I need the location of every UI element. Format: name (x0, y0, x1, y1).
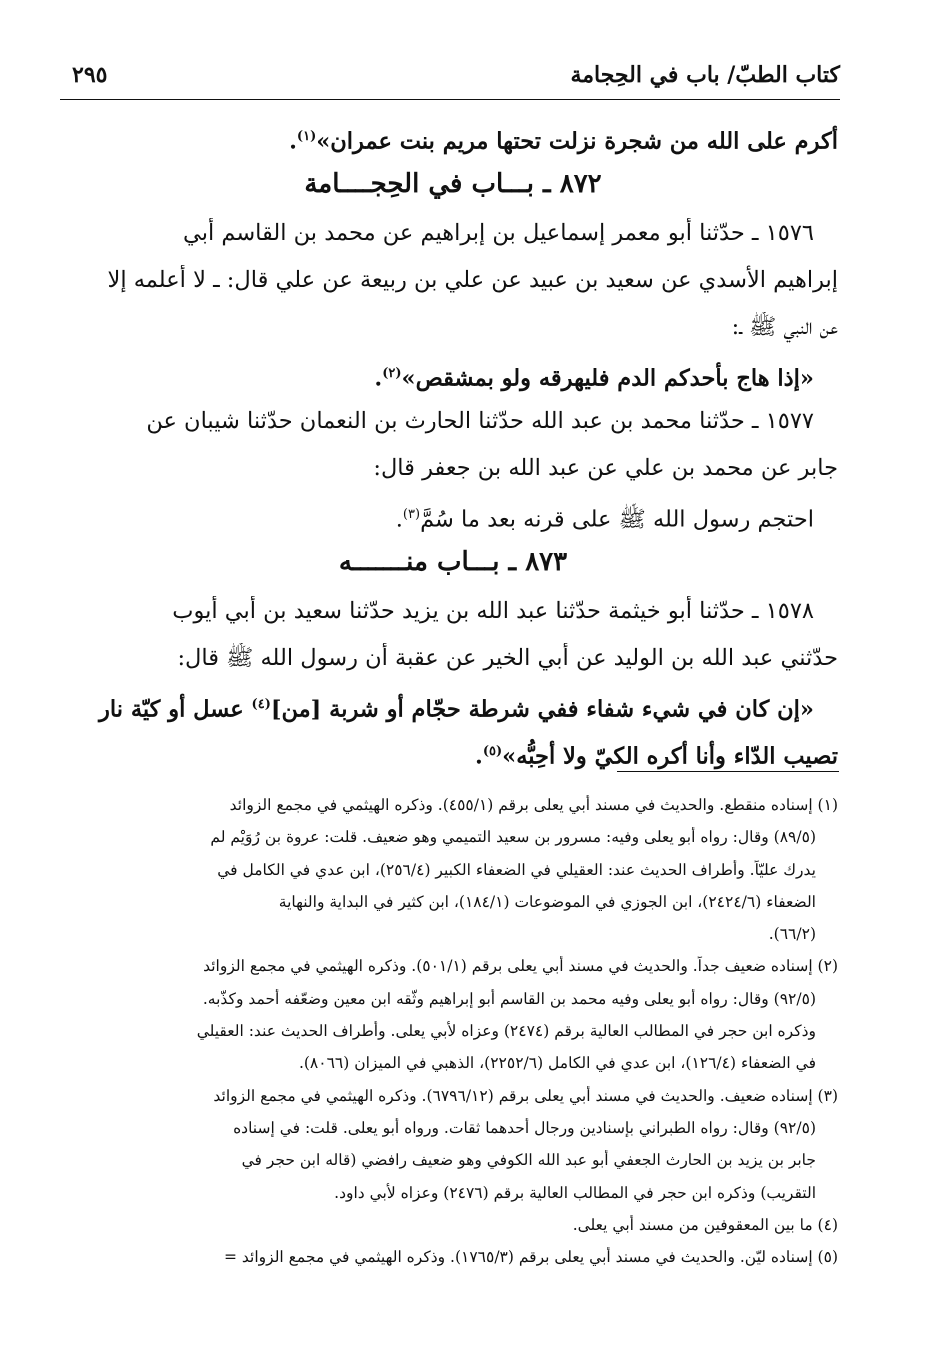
footnote-line: (٢) إسناده ضعيف جداً. والحديث في مسند أبي يعلى برقم (٥٠١/١). وذكره الهيثمي في مجمع الزوائد (203, 957, 838, 976)
header-rule (60, 99, 840, 100)
footnote-line: (١) إسناده منقطع. والحديث في مسند أبي يعلى برقم (٤٥٥/١). وذكره الهيثمي في مجمع الزوائد (229, 796, 838, 814)
footnote-line: (٨٩/٥) وقال: رواه أبو يعلى وفيه: مسرور بن سعيد التميمي وهو ضعيف. قلت: عروة بن رُوَيْم لم (210, 828, 816, 847)
footnote-ref: (١) (296, 129, 317, 144)
footnote-line: في الضعفاء (١٢٦/٤)، ابن عدي في الكامل (٢٢٥٢/٦)، الذهبي في الميزان (٨٠٦٦). (298, 1054, 816, 1073)
text-line: عن النبي ﷺ ـ: (731, 314, 838, 340)
chapter-heading: ٨٧٣ ـ بـــاب منـــــــه (338, 547, 568, 577)
hadith-text-line: «إن كان في شيء شفاء ففي شرطة حجّام أو شربة [من]$^{(٤)}$ عسل أو كيّة نار (99, 696, 814, 723)
footnote-ref: (٢) (382, 366, 402, 381)
text-line: ١٥٧٨ ـ حدّثنا أبو خيثمة حدّثنا عبد الله بن يزيد حدّثنا سعيد بن أبي أيوب (172, 598, 814, 624)
page-number: ٢٩٥ (72, 62, 108, 88)
footnote-line: التقريب) وذكره ابن حجر في المطالب العالية برقم (٢٤٧٦) وعزاه لأبي داود. (334, 1183, 816, 1202)
chapter-heading: ٨٧٢ ـ بـــاب في الحِجــــامة (304, 169, 602, 199)
text-line: ١٥٧٧ ـ حدّثنا محمد بن عبد الله حدّثنا الحارث بن النعمان حدّثنا شيبان عن (146, 408, 814, 434)
footnotes (68, 795, 838, 1279)
hadith-text-line: تصيب الدّاء وأنا أكره الكيّ ولا أحِبُّه»$^{(٥)}$. (474, 743, 838, 770)
text-line: ١٥٧٦ ـ حدّثنا أبو معمر إسماعيل بن إبراهيم عن محمد بن القاسم أبي (182, 220, 814, 246)
footnote-line: (٩٢/٥) وقال: رواه أبو يعلى وفيه محمد بن القاسم أبو إبراهيم وثّقه ابن معين وضعّفه أحمد وكذّبه. (202, 989, 816, 1008)
footnote-ref: (٣) (402, 507, 421, 522)
footnote-separator (617, 771, 839, 772)
footnote-line: (٩٢/٥) وقال: رواه الطبراني بإسنادين ورجال أحدهما ثقات. ورواه أبو يعلى. قلت: في إسناده (233, 1118, 816, 1137)
footnote-line: (٦٦/٢). (768, 925, 816, 944)
footnote-line: (٥) إسناده ليّن. والحديث في مسند أبي يعلى برقم (١٧٦٥/٣). وذكره الهيثمي في مجمع الزوائد = (223, 1248, 838, 1267)
text-line: حدّثني عبد الله بن الوليد عن أبي الخير عن عقبة أن رسول الله ﷺ قال: (177, 645, 838, 671)
page-header (60, 62, 840, 96)
footnote-ref: (٤) (251, 697, 271, 712)
footnote-ref: (٥) (482, 744, 503, 759)
footnote-line: (٣) إسناده ضعيف. والحديث في مسند أبي يعلى برقم (٦٧٩٦/١٢). وذكره الهيثمي في مجمع الزوائد (213, 1086, 838, 1105)
footnote-line: (٤) ما بين المعقوفين من مسند أبي يعلى. (572, 1215, 838, 1234)
footnote-line: جابر بن يزيد بن الحارث الجعفي أبو عبد الله الكوفي وهو ضعيف رافضي (قاله ابن حجر في (241, 1151, 816, 1170)
text-line: أكرم على الله من شجرة نزلت تحتها مريم بنت عمران»$^{(١)}$. (289, 128, 838, 155)
footnote-line: الضعفاء (٢٤٢٤/٦)، ابن الجوزي في الموضوعات (١٨٤/١)، ابن كثير في البداية والنهاية (278, 892, 816, 911)
footnote-line: وذكره ابن حجر في المطالب العالية برقم (٢٤٧٤) وعزاه لأبي يعلى. وأطراف الحديث عند: العقيلي (196, 1022, 816, 1041)
text-line: إبراهيم الأسدي عن سعيد بن عبيد عن علي بن ربيعة عن علي قال: ـ لا أعلمه إلا (107, 267, 838, 293)
main-text (68, 122, 838, 784)
text-line: جابر عن محمد بن علي عن عبد الله بن جعفر قال: (373, 455, 838, 481)
hadith-text-line: «إذا هاج بأحدكم الدم فليهرقه ولو بمشقص»$^{(٢)}$. (374, 365, 814, 392)
footnote-line: يدرك عليّاً. وأطراف الحديث عند: العقيلي في الضعفاء الكبير (٢٥٦/٤)، ابن عدي في الكامل في (217, 860, 816, 879)
running-title: كتاب الطبّ/ باب في الحِجامة (570, 62, 840, 88)
text-line: احتجم رسول الله ﷺ على قرنه بعد ما سُمَّ$^{(٣)}$. (395, 506, 814, 533)
